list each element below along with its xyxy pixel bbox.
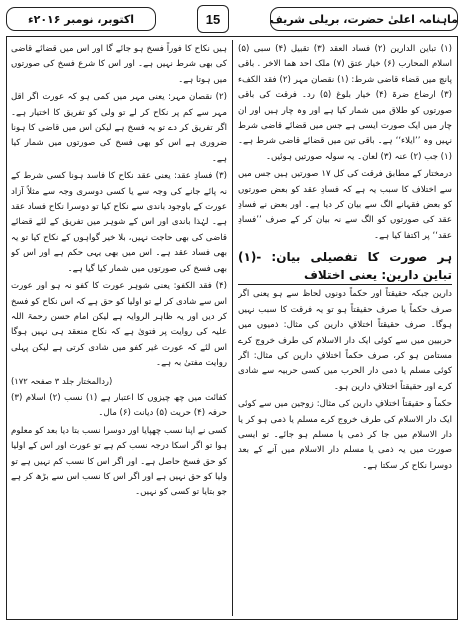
section-heading: ہر صورت کا تفصیلی بیان: -(۱) تباین دارین: یعنی اختلاف (238, 248, 452, 285)
right-paragraph: درمختار کے مطابق فرقت کی کل ۱۷ صورتیں ہیں جس میں سے اختلاف کا سبب یہ ہے کہ فسادِ عقد کو بعض صورتوں کو بعض فقہانے الگ سے بیان کر دیا ہے۔ اور بعض نے فسادِ عقد کی صورتوں کو الگ سے نہ بیان کر کے صرف ’’فسادِ عقد‘‘ پر اکتفا کیا ہے۔ (238, 169, 452, 241)
left-paragraph: (۳) فسادِ عقد: یعنی عقد نکاح کا فاسد ہونا کسی شرط کے نہ پائے جانے کی وجہ سے یا کسی دوسری وجہ سے مثلاً آزاد عورت کے باوجود باندی سے نکاح کیا تو دوسرا نکاح فساد عقد ہے۔ لہٰذا باندی اور اس کے شوہر میں تفریق کے لئے قضائے قاضی کی بھی حاجت نہیں، بلا خیر گواہوں کے نکاح کیا تو یہ بھی فساد عقد ہے۔ اس میں بھی یہی حکم ہے اور اس کو بھی فسخ کی صورتوں میں شمار کیا گیا ہے۔ (11, 171, 227, 274)
journal-title-box (270, 7, 458, 31)
citation: (ردالمختار جلد ۳ صفحہ ۱۷۲) (11, 375, 113, 386)
right-column (238, 42, 452, 614)
right-paragraph: (۱) تباین الدارین (۲) فساد العقد (۳) تقبیل (۴) سبی (۵) اسلام المحارب (۶) خیار عتق (۷) ملک احد ھما الاخر . باقی پانچ میں قضاء قاضی شرط: (۱) نقصان مہر (۲) فقد الکفء (۳) ارضاع ضرۃ (۴) خیار بلوغ (۵) رد۔ فرقت کی باقی صورتوں کو طلاق میں شمار کیا ہے اور وہ چار ہیں اور ان چار میں ایک صورت ایسی ہے جس میں قضائے قاضی شرط نہیں وہ ’’ایلاء‘‘ ہے۔ باقی تین میں قضائے قاضی شرط ہے۔ (۱) جب (۲) عنہ (۳) لعان۔ یہ سولہ صورتیں ہوئیں۔ (238, 44, 452, 162)
journal-title: ماہنامہ اعلیٰ حضرت، بریلی شریف (270, 12, 458, 26)
right-paragraph: دارین جبکہ حقیقتاً اور حکماً دونوں لحاظ سے ہو یعنی اگر صرف حکماً یا صرف حقیقتاً ہو تو یہ فرقت کا سبب نہیں ہوگا۔ صرف حقیقتاً اختلافِ دارین کی مثال: ذمیوں میں حربیین میں سے کوئی ایک دار الاسلام کی طرف خروج کرے مستامن ہو کر، صرف حکماً اختلافِ دارین کی مثال: اگر کوئی مسلم یا ذمی دار الحرب میں کسی حربیہ سے شادی کرے اور حقیقتاً اختلافِ دارین ہو۔ (238, 289, 452, 392)
left-column (11, 42, 227, 614)
left-paragraph: کفائت میں چھ چیزوں کا اعتبار ہے (۱) نسب (۲) اسلام (۳) حرفہ (۴) حریت (۵) دیانت (۶) مال۔ (11, 392, 227, 419)
right-paragraph: حکماً و حقیقتاً اختلافِ دارین کی مثال: زوجین میں سے کوئی ایک دار الاسلام کی طرف خروج کرے مسلم یا ذمی ہو کر یا دار الاسلام میں جا کر ذمی یا مسلم ہو جائے۔ تو ایسی صورت میں یہ ذمی یا مسلم دار الاسلام میں آنے کے بعد دوسرا نکاح کر سکتا ہے۔ (238, 399, 452, 471)
left-paragraph: (۲) نقصان مہر: یعنی مہر میں کمی ہو کہ عورت اگر اقل مہر سے کم پر نکاح کر لے تو ولی کو تفریق کا اختیار ہے۔ اگر تفریق کر دے تو یہ فسخ ہے لیکن اس میں قاضی کا ہونا ضروری ہے اس کو بھی فسخ کی صورتوں میں شمار کیا ہے۔ (11, 92, 227, 164)
left-paragraph: کسی نے اپنا نسب چھپایا اور دوسرا نسب بتا دیا بعد کو معلوم ہوا تو اگر اسکا درجہ نسب کم ہے تو عورت اور اس کے اولیا کو حق فسخ حاصل ہے۔ اور اگر اس کا نسب کم نہیں ہے تو ولیا کو حق نہیں ہے اور اگر اس کا نسب اس سے بڑھ کر ہے جو بتایا تو کسی کو نہیں۔ (11, 425, 227, 498)
left-paragraph: ہیں نکاح کا فوراً فسخ ہو جائے گا اور اس میں قضائے قاضی کی بھی شرط نہیں ہے۔ اور اس کا شرع فسخ کی صورتوں میں ہوتا ہے۔ (11, 44, 227, 85)
issue-date: اکتوبر، نومبر ۲۰۱۶ء (27, 12, 135, 26)
issue-date-box (6, 7, 156, 31)
column-divider (232, 40, 233, 616)
page-header (6, 4, 458, 34)
left-paragraph: (۴) فقد الکفو: یعنی شوہر عورت کا کفو نہ ہو اور عورت اس سے شادی کر لے تو اولیا کو حق ہے کہ اس نکاح کو فسخ کر دیں اور یہ ظاہر الروایہ ہے لیکن امام حسن رحمۃ اللہ علیہ کی روایت پر فتویٰ ہے کہ نکاح منعقد ہی نہیں ہوگا اس لئے کہ عورت غیر کفو میں شادی کرتی ہے لیکن پہلی روایت مفتیٰ بہ ہے۔ (11, 281, 227, 369)
page-number: 15 (197, 5, 229, 33)
